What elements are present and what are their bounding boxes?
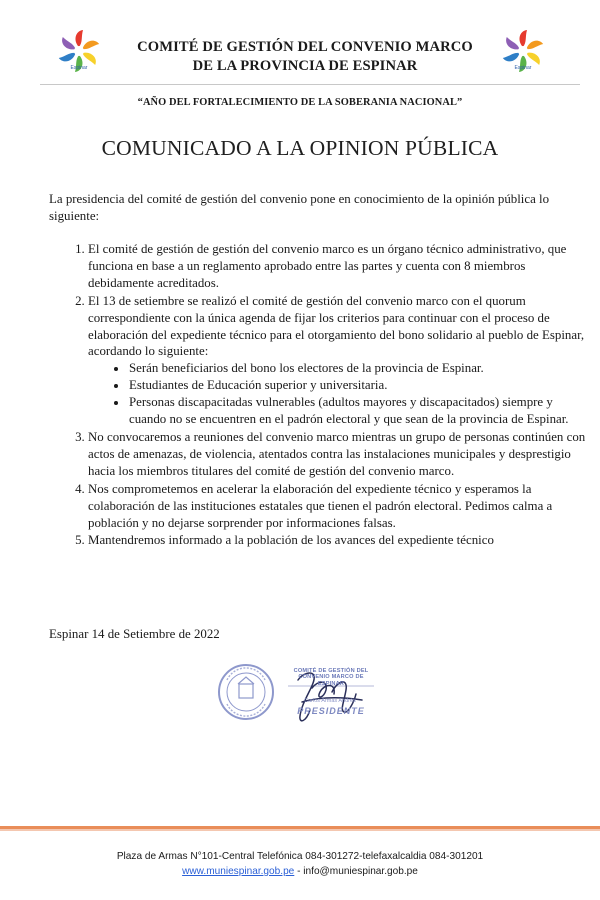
list-item-text: No convocaremos a reuniones del convenio marco mientras un grupo de personas continúen con actos de amenazas, de violencia, atentados contra las instalaciones municipales y desprestigio hacia los miembros titulares del comité de gestión del convenio marco. (88, 429, 586, 478)
organization-title (120, 38, 490, 76)
footer-address: Plaza de Armas N°101-Central Telefónica 084-301272-telefaxalcaldia 084-301201 (116, 851, 484, 862)
website-link[interactable]: www.muniespinar.gob.pe (182, 866, 295, 877)
numbered-list (49, 241, 588, 550)
footer-divider-shadow (0, 829, 600, 831)
organization-title-line2: DE LA PROVINCIA DE ESPINAR (192, 58, 418, 74)
bullet-item: • Personas discapacitadas vulnerables (adultos mayores y discapacitados) siempre y cuando no se encuentren en el padrón electoral y que sean de la provincia de Espinar. (128, 394, 588, 428)
stamp-name-text: Carlos Armas Andrés (304, 698, 356, 704)
list-item (88, 481, 588, 532)
date-line: Espinar 14 de Setiembre de 2022 (49, 627, 220, 641)
year-motto: “AÑO DEL FORTALECIMIENTO DE LA SOBERANIA NACIONAL” (137, 97, 463, 108)
intro-paragraph: La presidencia del comité de gestión del convenio pone en conocimiento de la opinión pública lo siguiente: (49, 192, 550, 224)
list-item-text: El comité de gestión de gestión del convenio marco es un órgano técnico administrativo, que funciona en base a un reglamento aprobado entre las partes y cuenta con 8 miembros debidamente acreditados. (88, 242, 567, 290)
list-item-text: El 13 de setiembre se realizó el comité de gestión del convenio marco con el quorum correspondiente con la única agenda de fijar los criterios para continuar con el proceso de elaboración del expediente técnico para el otorgamiento del bono solidario al pueblo de Espinar, acordando lo siguiente: (88, 293, 585, 359)
footer-email[interactable]: info@muniespinar.gob.pe (303, 866, 418, 877)
bullet-item: • Serán beneficiarios del bono los electores de la provincia de Espinar. (128, 360, 588, 377)
organization-title-line1: COMITÉ DE GESTIÓN DEL CONVENIO MARCO (137, 39, 473, 55)
document-title: COMUNICADO A LA OPINION PÚBLICA (101, 136, 499, 160)
footer-separator: - (294, 866, 304, 877)
bullet-item: • Estudiantes de Educación superior y universitaria. (128, 377, 588, 394)
bullet-list (88, 360, 588, 428)
round-seal-icon (219, 665, 273, 719)
list-item (88, 429, 588, 480)
svg-text:Espinar: Espinar (514, 65, 532, 71)
stamp-role-text: PRESIDENTE (297, 706, 365, 716)
espinar-logo-right (500, 28, 546, 74)
svg-text:Espinar: Espinar (70, 65, 88, 71)
list-item (88, 241, 588, 292)
seal-and-signature (216, 640, 376, 740)
list-item (88, 293, 588, 428)
footer-contact (0, 866, 600, 877)
list-item-text: Mantendremos informado a la población de los avances del expediente técnico (88, 533, 494, 548)
stamp-organization-text: COMITÉ DE GESTIÓN DEL CONVENIO MARCO DE ESPINAR (293, 668, 369, 687)
list-item (88, 532, 588, 549)
header-divider (40, 84, 580, 85)
espinar-logo-left (56, 28, 102, 74)
list-item-text: Nos comprometemos en acelerar la elaboración del expediente técnico y esperamos la colaboración de las instituciones estatales que tienen el padrón electoral. Pedimos calma a población y no dejarse sorprender por informaciones falsas. (88, 481, 553, 530)
